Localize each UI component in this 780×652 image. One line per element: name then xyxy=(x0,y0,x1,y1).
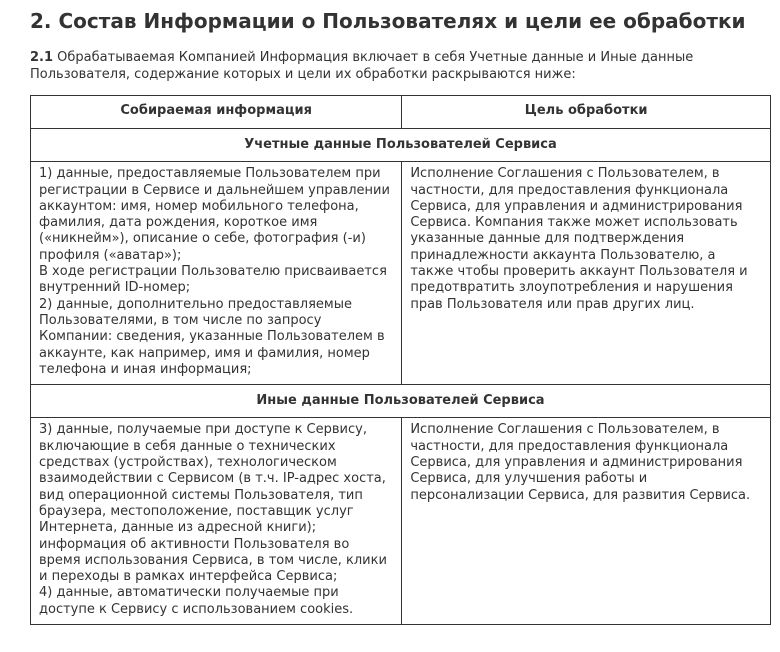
table-header-row xyxy=(31,96,771,129)
text-line: предотвратить злоупотребления и нарушения xyxy=(410,280,733,296)
text-line: прав Пользователя или прав других лиц. xyxy=(410,296,695,312)
intro-paragraph xyxy=(30,50,730,83)
text-line: частности, для предоставления функционала xyxy=(410,182,729,198)
text-line: вид операционной системы Пользователя, тип xyxy=(39,487,363,503)
intro-line-1: Обрабатываемая Компанией Информация включает в себя Учетные данные и Иные данные xyxy=(57,50,694,65)
text-line: браузера, местоположение, поставщик услуг xyxy=(39,503,354,519)
text-line: и переходы в рамках интерфейса Сервиса; xyxy=(39,569,338,585)
text-line: фамилия, дата рождения, короткое имя xyxy=(39,215,318,231)
text-line: также чтобы проверить аккаунт Пользователя и xyxy=(410,264,748,280)
text-line: 4) данные, автоматически получаемые при xyxy=(39,585,339,601)
text-line: 3) данные, получаемые при доступе к Сервису, xyxy=(39,422,367,438)
intro-line-2: Пользователя, содержание которых и цели их обработки раскрываются ниже: xyxy=(30,66,576,82)
table-row xyxy=(31,162,771,385)
info-lines xyxy=(39,166,393,378)
text-line: персонализации Сервиса, для развития Сервиса. xyxy=(410,487,751,503)
text-line: принадлежности аккаунта Пользователю, а xyxy=(410,247,716,263)
table-row xyxy=(31,418,771,625)
intro-number: 2.1 xyxy=(30,50,54,65)
text-line: Сервиса, для управления и администрирования xyxy=(410,198,743,214)
text-line: Исполнение Соглашения с Пользователем, в xyxy=(410,422,720,438)
text-line: доступе к Сервису с использованием cookies. xyxy=(39,601,354,617)
section-row-other-data xyxy=(31,385,771,418)
purpose-cell xyxy=(402,418,771,625)
info-cell xyxy=(31,418,402,625)
header-purpose: Цель обработки xyxy=(402,96,771,129)
text-line: информация об активности Пользователя во xyxy=(39,536,350,552)
purpose-cell xyxy=(402,162,771,385)
header-collected-info: Собираемая информация xyxy=(31,96,402,129)
text-line: внутренний ID-номер; xyxy=(39,280,191,296)
text-line: 1) данные, предоставляемые Пользователем при xyxy=(39,166,381,182)
section-row-account-data xyxy=(31,129,771,162)
text-line: Исполнение Соглашения с Пользователем, в xyxy=(410,166,720,182)
text-line: В ходе регистрации Пользователю присваивается xyxy=(39,264,387,280)
section-title-account-data: Учетные данные Пользователей Сервиса xyxy=(31,129,771,162)
text-line: аккаунте, как например, имя и фамилия, номер xyxy=(39,345,370,361)
purpose-lines xyxy=(410,422,762,503)
text-line: взаимодействии с Сервисом (в т.ч. IP-адрес хоста, xyxy=(39,471,386,487)
text-line: включающие в себя данные о технических xyxy=(39,438,336,454)
text-line: средствах (устройствах), технологическом xyxy=(39,455,337,471)
text-line: («никнейм»), описание о себе, фотография (-и) xyxy=(39,231,366,247)
text-line: указанные данные для подтверждения xyxy=(410,231,685,247)
text-line: Сервиса. Компания также может использовать xyxy=(410,215,738,231)
information-table xyxy=(30,95,771,625)
text-line: профиля («аватар»); xyxy=(39,247,182,263)
info-lines xyxy=(39,422,393,618)
text-line: 2) данные, дополнительно предоставляемые xyxy=(39,296,352,312)
text-line: Интернета, данные из адресной книги); xyxy=(39,520,317,536)
purpose-lines xyxy=(410,166,762,313)
section-title-other-data: Иные данные Пользователей Сервиса xyxy=(31,385,771,418)
text-line: телефона и иная информация; xyxy=(39,361,252,377)
text-line: Сервиса, для улучшения работы и xyxy=(410,471,648,487)
text-line: Пользователями, в том числе по запросу xyxy=(39,312,322,328)
text-line: регистрации в Сервисе и дальнейшем управлении xyxy=(39,182,390,198)
text-line: частности, для предоставления функционала xyxy=(410,438,729,454)
info-cell xyxy=(31,162,402,385)
section-heading: 2. Состав Информации о Пользователях и цели ее обработки xyxy=(30,9,746,33)
text-line: время использования Сервиса, в том числе, клики xyxy=(39,552,387,568)
text-line: Компании: сведения, указанные Пользователем в xyxy=(39,329,385,345)
text-line: Сервиса, для управления и администрирования xyxy=(410,455,743,471)
text-line: аккаунтом: имя, номер мобильного телефона, xyxy=(39,198,359,214)
